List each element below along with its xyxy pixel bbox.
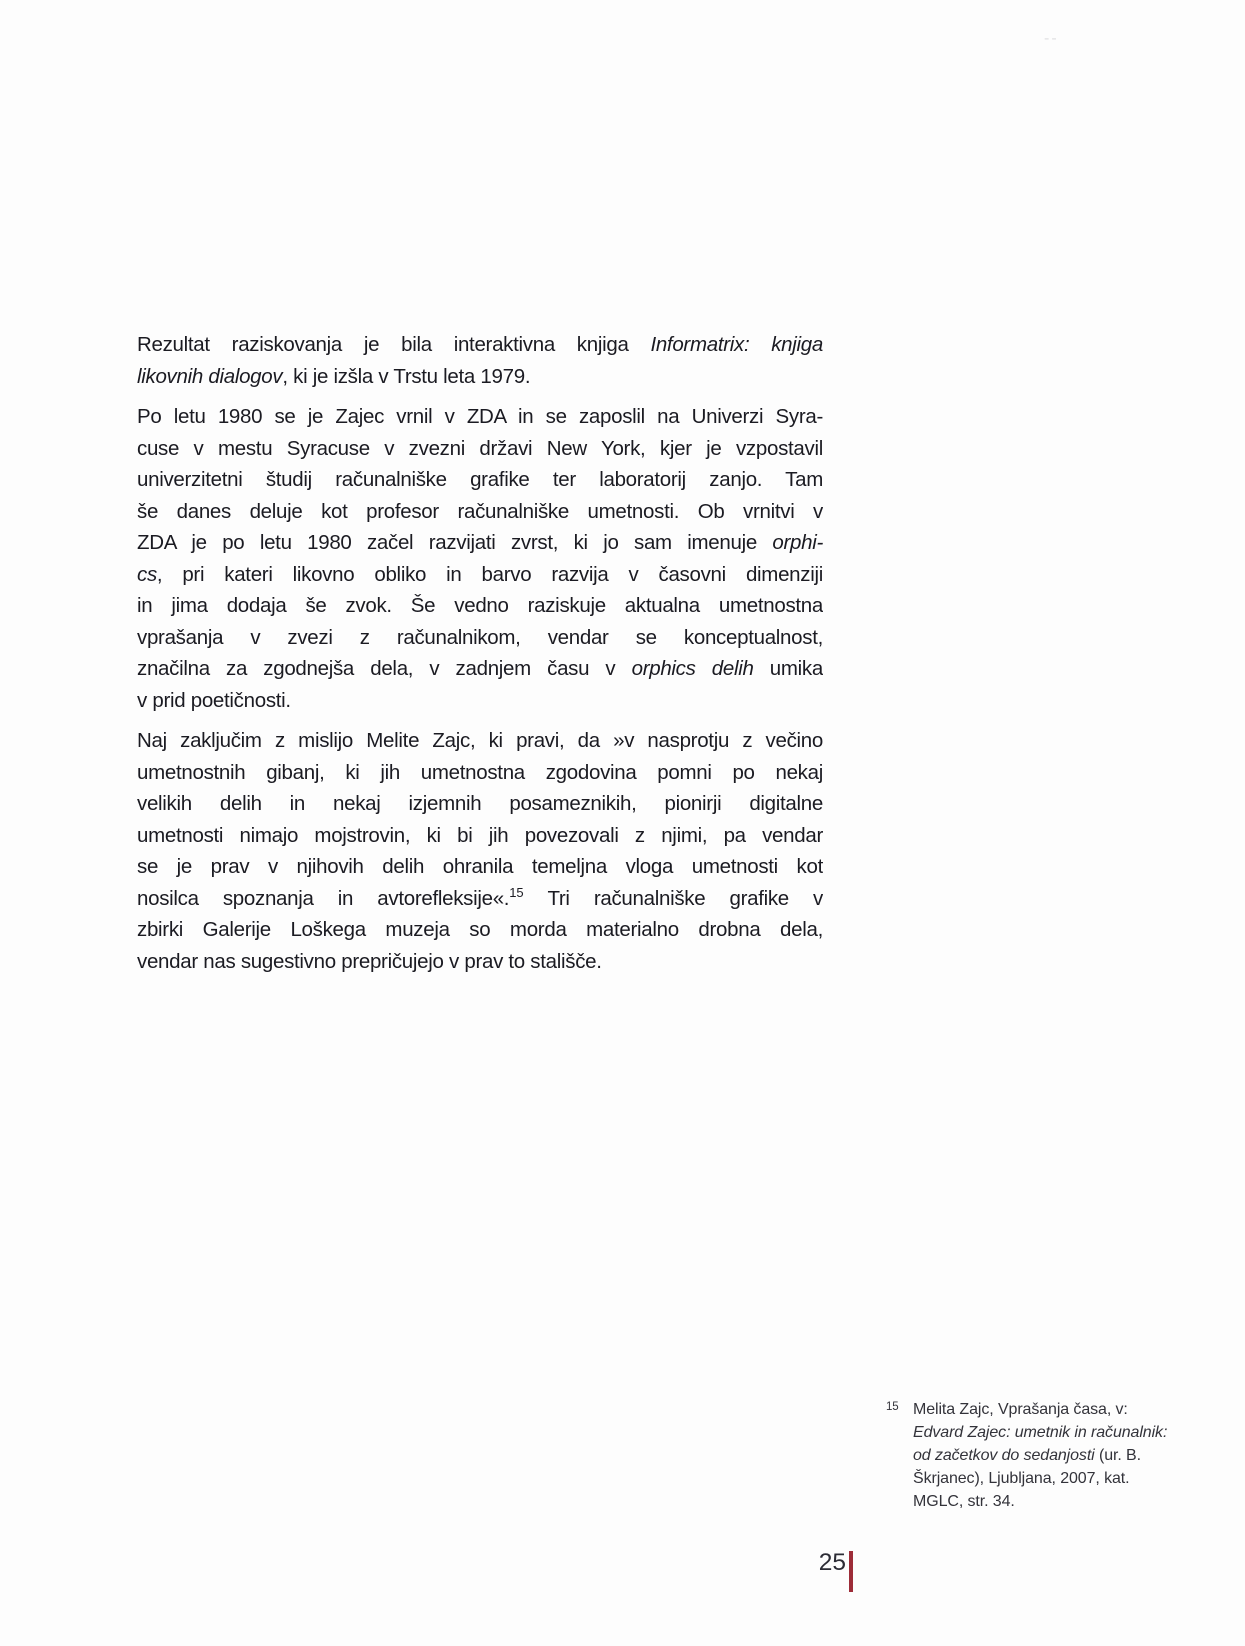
text-line	[137, 883, 823, 915]
text-line	[137, 329, 823, 361]
italic-text: cs	[137, 562, 157, 586]
text-segment: umika	[753, 657, 823, 680]
text-line	[137, 622, 823, 654]
footnote-ref: 15	[509, 884, 524, 900]
paragraph	[137, 329, 823, 392]
text-line	[913, 1421, 1186, 1444]
text-line	[137, 590, 823, 622]
text-segment: Melita Zajc, Vprašanja časa, v:	[913, 1401, 1128, 1418]
body-text	[137, 329, 823, 986]
italic-text: orphics delih	[631, 657, 754, 680]
text-line	[137, 914, 823, 946]
text-line	[137, 433, 823, 465]
page-number-rule	[849, 1551, 853, 1592]
footnote-marker: 15	[886, 1401, 899, 1413]
footnote	[886, 1398, 1186, 1513]
text-segment: v prid poetičnosti.	[137, 688, 291, 712]
text-line	[137, 527, 823, 559]
text-segment: MGLC, str. 34.	[913, 1493, 1015, 1510]
text-segment: se je prav v njihovih delih ohranila temeljna vloga umetnosti kot	[137, 855, 823, 878]
text-segment: (ur. B.	[1094, 1447, 1141, 1464]
text-segment: umetnosti nimajo mojstrovin, ki bi jih povezovali z njimi, pa vendar	[137, 823, 823, 847]
italic-text: Edvard Zajec: umetnik in računalnik:	[913, 1424, 1168, 1441]
text-segment: Tri računalniške grafike v	[523, 886, 823, 910]
text-segment: nosilca spoznanja in avtorefleksije«.	[137, 886, 510, 910]
text-line	[913, 1398, 1186, 1421]
text-line	[137, 361, 823, 393]
page-number: 25	[818, 1549, 846, 1576]
text-line	[137, 757, 823, 789]
paragraph	[137, 401, 823, 716]
text-segment: Naj zaključim z mislijo Melite Zajc, ki pravi, da »v nasprotju z večino	[137, 729, 823, 752]
italic-text: likovnih dialogov	[137, 364, 283, 388]
text-segment: vprašanja v zvezi z računalnikom, vendar se konceptualnost,	[137, 625, 823, 649]
text-line	[137, 464, 823, 496]
text-segment: še danes deluje kot profesor računalniške umetnosti. Ob vrnitvi v	[137, 499, 823, 523]
text-segment: cuse v mestu Syracuse v zvezni državi New York, kjer je vzpostavil	[137, 436, 823, 460]
text-segment: Rezultat raziskovanja je bila interaktivna knjiga	[137, 333, 651, 356]
text-line	[913, 1467, 1186, 1490]
footnote-lines	[913, 1398, 1186, 1513]
italic-text: orphi-	[772, 531, 823, 554]
italic-text: od začetkov do sedanjosti	[913, 1447, 1095, 1464]
text-segment: ZDA je po letu 1980 začel razvijati zvrst, ki jo sam imenuje	[137, 531, 773, 554]
text-line	[913, 1490, 1186, 1513]
text-segment: , ki je izšla v Trstu leta 1979.	[282, 364, 531, 388]
text-line	[137, 496, 823, 528]
text-segment: Škrjanec), Ljubljana, 2007, kat.	[913, 1470, 1130, 1487]
text-line	[137, 851, 823, 883]
text-line	[137, 946, 823, 978]
text-segment: , pri kateri likovno obliko in barvo razvija v časovni dimenziji	[156, 562, 823, 586]
text-segment: značilna za zgodnejša dela, v zadnjem času v	[137, 657, 632, 680]
text-line	[137, 653, 823, 685]
text-line	[137, 788, 823, 820]
text-segment: zbirki Galerije Loškega muzeja so morda materialno drobna dela,	[137, 918, 823, 941]
text-segment: in jima dodaja še zvok. Še vedno raziskuje aktualna umetnostna	[137, 594, 823, 617]
text-line	[137, 559, 823, 591]
scan-artifact-mark: --	[1044, 30, 1059, 47]
italic-text: Informatrix: knjiga	[650, 333, 823, 356]
text-line	[137, 725, 823, 757]
text-segment: vendar nas sugestivno prepričujejo v prav to stališče.	[137, 949, 602, 973]
text-line	[137, 820, 823, 852]
text-line	[913, 1444, 1186, 1467]
text-line	[137, 685, 823, 717]
text-segment: Po letu 1980 se je Zajec vrnil v ZDA in se zaposlil na Univerzi Syra-	[137, 405, 823, 428]
paragraph	[137, 725, 823, 977]
text-segment: umetnostnih gibanj, ki jih umetnostna zgodovina pomni po nekaj	[137, 760, 823, 784]
text-line	[137, 401, 823, 433]
text-segment: univerzitetni študij računalniške grafike ter laboratorij zanjo. Tam	[137, 468, 823, 491]
text-segment: velikih delih in nekaj izjemnih posameznikih, pionirji digitalne	[137, 792, 823, 815]
